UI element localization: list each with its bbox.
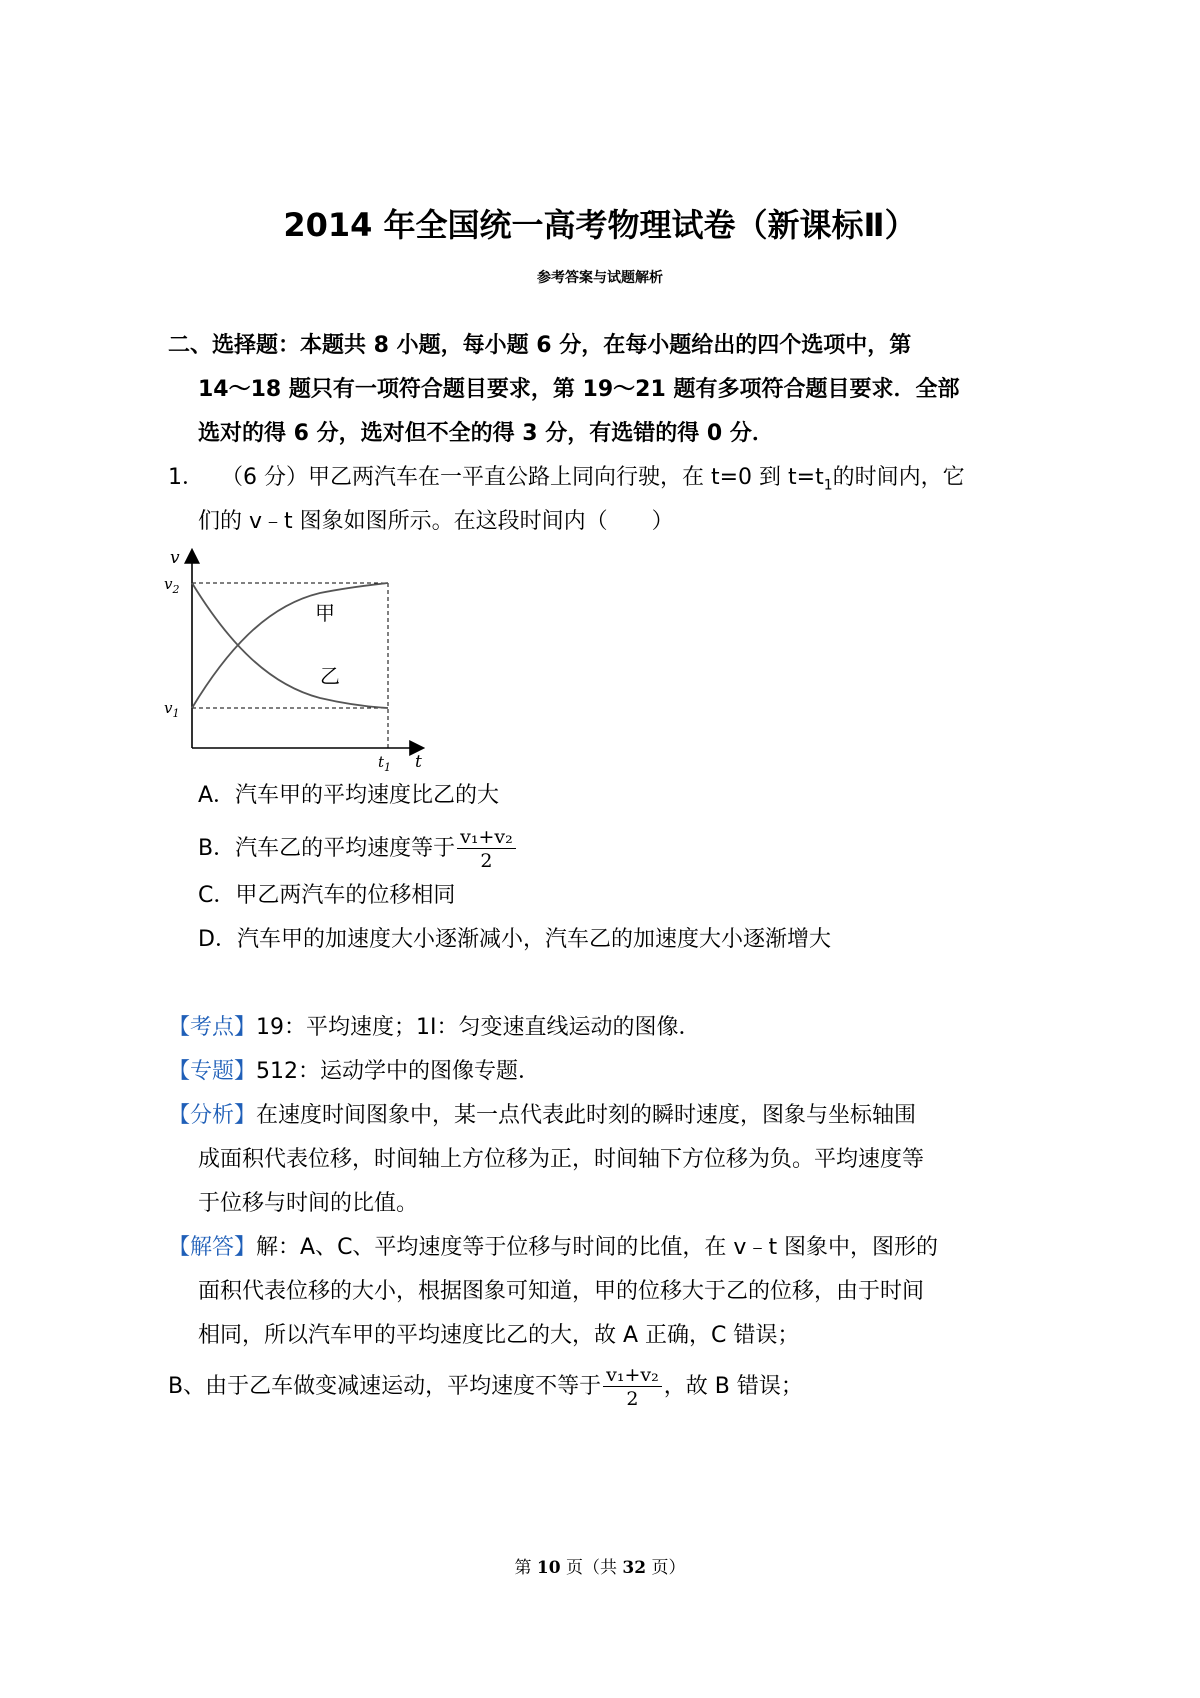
section-instructions-line-3: 选对的得 6 分，选对但不全的得 3 分，有选错的得 0 分． xyxy=(198,421,774,446)
jieda-fraction-numerator: v₁+v₂ xyxy=(603,1364,662,1387)
label-t: t xyxy=(415,752,422,772)
label-v: v xyxy=(170,548,180,568)
page-footer xyxy=(0,1556,1200,1580)
jieda-line-1 xyxy=(168,1232,938,1264)
footer-mid: 页（共 xyxy=(560,1558,623,1578)
document-title: 2014 年全国统一高考物理试卷（新课标Ⅱ） xyxy=(283,206,917,244)
kaodian-text: 19：平均速度；1I：匀变速直线运动的图像． xyxy=(256,1015,701,1040)
jieda-line-2: 面积代表位移的大小，根据图象可知道，甲的位移大于乙的位移，由于时间 xyxy=(198,1279,925,1304)
jieda-line-4 xyxy=(168,1364,803,1410)
option-a: A．汽车甲的平均速度比乙的大 xyxy=(198,783,500,808)
zhuanti-line xyxy=(168,1056,540,1088)
section-instructions-line-2: 14～18 题只有一项符合题目要求，第 19～21 题有多项符合题目要求．全部 xyxy=(198,377,960,402)
question-line-1 xyxy=(168,462,965,501)
fenxi-text-1: 在速度时间图象中，某一点代表此时刻的瞬时速度，图象与坐标轴围 xyxy=(256,1103,917,1128)
kaodian-line xyxy=(168,1012,701,1044)
footer-page: 10 xyxy=(536,1558,561,1578)
vt-graph-figure xyxy=(160,545,470,775)
label-v1: $v_1$ xyxy=(164,699,180,720)
label-t1: $t_1$ xyxy=(378,753,392,774)
fenxi-line-3: 于位移与时间的比值。 xyxy=(198,1191,419,1216)
option-d: D．汽车甲的加速度大小逐渐减小，汽车乙的加速度大小逐渐增大 xyxy=(198,927,831,952)
option-b-text: B．汽车乙的平均速度等于 xyxy=(198,836,456,861)
question-line-2: 们的 v﹣t 图象如图所示。在这段时间内（ ） xyxy=(198,509,674,534)
kaodian-tag: 【考点】 xyxy=(168,1015,257,1040)
option-c: C．甲乙两汽车的位移相同 xyxy=(198,883,456,908)
question-number: 1． xyxy=(168,465,204,490)
label-yi: 乙 xyxy=(320,664,340,688)
jieda-text-4: B、由于乙车做变减速运动，平均速度不等于 xyxy=(168,1374,602,1399)
footer-pre: 第 xyxy=(514,1558,537,1578)
label-jia: 甲 xyxy=(315,601,335,625)
jieda-fraction xyxy=(603,1364,662,1410)
jieda-text-4-end: ，故 B 错误； xyxy=(663,1374,803,1399)
fenxi-tag: 【分析】 xyxy=(168,1103,257,1128)
zhuanti-tag: 【专题】 xyxy=(168,1059,257,1084)
option-b-fraction xyxy=(457,826,516,872)
question-text-1-end: 的时间内，它 xyxy=(832,465,965,490)
fenxi-line-2: 成面积代表位移，时间轴上方位移为正，时间轴下方位移为负。平均速度等 xyxy=(198,1147,925,1172)
question-text-1: （6 分）甲乙两汽车在一平直公路上同向行驶，在 t=0 到 t=t xyxy=(221,465,824,490)
jieda-tag: 【解答】 xyxy=(168,1235,257,1260)
option-b xyxy=(198,826,518,872)
document-subtitle: 参考答案与试题解析 xyxy=(537,270,663,286)
zhuanti-text: 512：运动学中的图像专题． xyxy=(256,1059,541,1084)
jieda-fraction-denominator: 2 xyxy=(626,1388,639,1410)
label-v2: $v_2$ xyxy=(164,575,180,596)
fenxi-line-1 xyxy=(168,1100,916,1132)
fraction-numerator: v₁+v₂ xyxy=(457,826,516,849)
footer-post: 页） xyxy=(646,1558,686,1578)
jieda-text-1: 解：A、C、平均速度等于位移与时间的比值，在 v﹣t 图象中，图形的 xyxy=(256,1235,939,1260)
jieda-line-3: 相同，所以汽车甲的平均速度比乙的大，故 A 正确，C 错误； xyxy=(198,1323,800,1348)
footer-total: 32 xyxy=(622,1558,647,1578)
question-subscript: 1 xyxy=(823,477,833,494)
fraction-denominator: 2 xyxy=(480,850,493,872)
section-instructions-line-1: 二、选择题：本题共 8 小题，每小题 6 分，在每小题给出的四个选项中，第 xyxy=(168,333,912,358)
